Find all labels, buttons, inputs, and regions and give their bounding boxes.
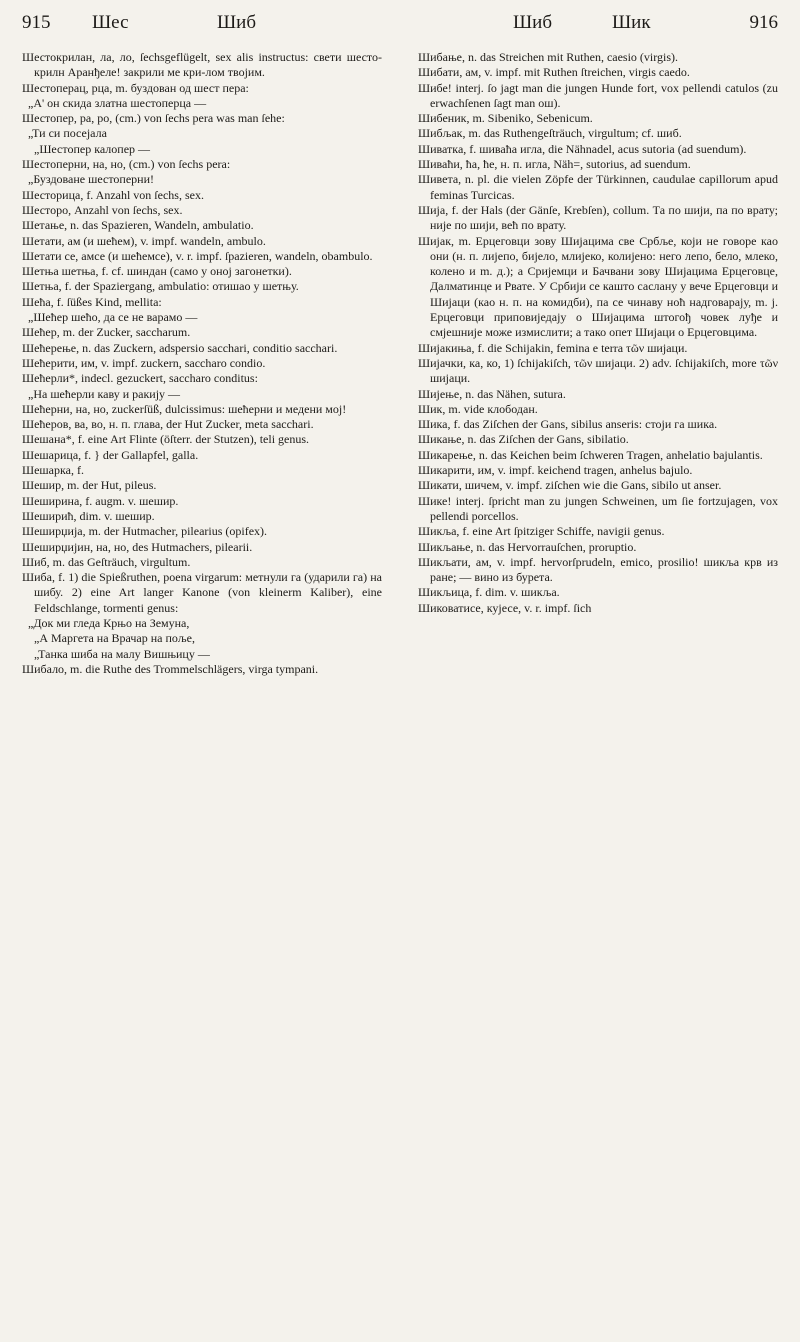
dictionary-entry: Шиб, m. das Geſträuch, virgultum. [22, 554, 191, 569]
dictionary-entry: „Буздоване шестоперни! [28, 172, 154, 187]
dictionary-entry: Шибање, n. das Streichen mit Ruthen, caesio (virgis). [418, 50, 679, 64]
right-column [418, 50, 778, 616]
right-guide-word-last: Шик [612, 12, 651, 33]
dictionary-entry: Шешир, m. der Hut, pileus. [22, 478, 157, 493]
dictionary-entry: „На шећерли каву и ракију — [28, 386, 181, 401]
dictionary-entry: Шиба, f. 1) die Spießruthen, poena virgarum: метнули га (ударили га) на шибу. 2) eine Art langer Kanone (von kleinerm Kaliber), eine Feldschlange, tormenti genus: [22, 570, 382, 615]
dictionary-entry: Шеширџија, m. der Hutmacher, pilearius (opifex). [22, 524, 268, 539]
dictionary-entry: Шикати, шичем, v. impf. ziſchen wie die Gans, sibilo ut anser. [418, 478, 722, 493]
dictionary-entry: Шијачки, ка, ко, 1) ſchijakiſch, τῶν шијаци. 2) adv. ſchijakiſch, more τῶν шијаци. [418, 355, 778, 386]
dictionary-entry: Шешарка, f. [22, 463, 84, 478]
dictionary-entry: Шетати се, амсе (и шећемсе), v. r. impf. ſpazieren, wandeln, obambulo. [22, 248, 373, 263]
dictionary-entry: Шикање, n. das Ziſchen der Gans, sibilatio. [418, 432, 629, 447]
dictionary-entry: Шик, m. vide клободан. [418, 401, 538, 416]
dictionary-entry: Шијак, m. Ерцеговци зову Шијацима све Србље, који не говоре као они (н. п. лијепо, бијело, млијеко, колијено: него лепо, бело, млеко, колено и m. д.); а Сријемци и Бачвани зову Шијацима Ерцеговце, Далматинце и Рвате. У Србији се каштo саслану у вече Ерцеговци и Шијаци (као н. п. на комидби), па се чинаву ноћ надговарају, m. ј. Ерцеговци приповиједају о Шијацима штогођ човек луђе и смјешније може измислити; а тако опет Шијаци о Ерцеговцима. [418, 233, 778, 340]
dictionary-entry: Шибати, ам, v. impf. mit Ruthen ſtreichen, virgis caedo. [418, 65, 690, 80]
dictionary-entry: Шикљица, f. dim. v. шикља. [418, 585, 560, 600]
dictionary-entry: Шикарење, n. das Keichen beim ſchweren Tragen, anhelatio bajulantis. [418, 447, 763, 462]
dictionary-entry: Шеширић, dim. v. шешир. [22, 508, 155, 523]
right-guide-word-first: Шиб [513, 12, 553, 33]
dictionary-entry: Шешарица, f. } der Gallapfel, galla. [22, 447, 199, 462]
dictionary-entry: Шивета, n. pl. die vielen Zöpfe der Türkinnen, caudulae capillorum apud feminas Turcicas. [418, 172, 778, 202]
dictionary-entry: Шијење, n. das Nähen, sutura. [418, 386, 566, 401]
left-guide-word-last: Шиб [217, 12, 257, 33]
dictionary-entry: Шиватка, f. шиваћа игла, die Nähnadel, acus sutoria (ad suendum). [418, 141, 747, 156]
dictionary-entry: Шика, f. das Ziſchen der Gans, sibilus anseris: стоји га шика. [418, 417, 718, 432]
dictionary-entry: Шећа, f. ſüßes Kind, mellita: [22, 294, 162, 309]
dictionary-entry: Шећерни, на, но, zuckerſüß, dulcissimus: шећерни и медени мој! [22, 401, 347, 416]
dictionary-entry: Шиковатисе, кујесе, v. r. impf. ſich [418, 600, 592, 615]
page-number-left: 915 [22, 12, 51, 33]
dictionary-entry: Шибе! interj. ſo jagt man die jungen Hunde fort, vox pellendi catulos (zu erwachſenen ſagt man ош). [418, 80, 778, 110]
dictionary-entry: Шећеров, ва, во, н. п. глава, der Hut Zucker, meta sacchari. [22, 417, 314, 432]
dictionary-entry: Шибеник, m. Sibeniko, Sebenicum. [418, 111, 593, 126]
dictionary-entry: Шешана*, f. eine Art Flinte (öſterr. der Stutzen), teli genus. [22, 432, 310, 447]
dictionary-entry: Шикља, f. eine Art ſpitziger Schiffe, navigii genus. [418, 524, 665, 539]
left-column [22, 50, 382, 677]
dictionary-entry: „А' он скида златна шестоперца — [28, 95, 207, 110]
dictionary-entry: „Ти си посејала [28, 126, 107, 141]
dictionary-entry: „Шестопер калопер — [34, 141, 151, 156]
dictionary-entry: Шестоперни, на, но, (cm.) von ſechs pera: [22, 157, 231, 172]
page-number-right: 916 [749, 12, 778, 33]
dictionary-entry: Шиваћи, ћа, ће, н. п. игла, Näh=, sutorius, ad suendum. [418, 157, 691, 172]
dictionary-entry: Шећер, m. der Zucker, saccharum. [22, 325, 191, 340]
dictionary-entry: Шеширџијин, на, но, des Hutmachers, pilearii. [22, 539, 253, 554]
dictionary-entry: Шеширина, f. augm. v. шешир. [22, 493, 179, 508]
running-head [22, 10, 778, 36]
dictionary-entry: Шетати, ам (и шећем), v. impf. wandeln, ambulo. [22, 233, 266, 248]
dictionary-entry: Шике! interj. ſpricht man zu jungen Schweinen, um ſie fortzujagen, vox pellendi porcellos. [418, 493, 778, 523]
dictionary-entry: Шибљак, m. das Ruthengeſträuch, virgultum; cf. шиб. [418, 126, 682, 141]
dictionary-entry: Шећерити, им, v. impf. zuckern, saccharo condio. [22, 355, 266, 370]
dictionary-entry: „Шећер шећо, да се не варамо — [28, 310, 198, 325]
dictionary-entry: Шија, f. der Hals (der Gänſe, Krebſen), collum. Та по шији, па по врату; није по шији, већ по врату. [418, 202, 778, 233]
left-guide-word-first: Шес [92, 12, 129, 33]
dictionary-entry: „Танка шиба на малу Вишњицу — [34, 646, 210, 661]
dictionary-entry: Шесторица, f. Anzahl von ſechs, sex. [22, 187, 204, 202]
dictionary-entry: Шетање, n. das Spazieren, Wandeln, ambulatio. [22, 218, 254, 233]
dictionary-entry: Шијакиња, f. die Schijakin, femina e terra τῶν шијаци. [418, 340, 688, 355]
dictionary-entry: Шибало, m. die Ruthe des Trommelschlägers, virga tympani. [22, 661, 319, 676]
dictionary-entry: Шикљање, n. das Hervorrauſchen, proruptio. [418, 539, 637, 554]
dictionary-entry: Шетња шетња, f. cf. шиндан (само у оној загонетки). [22, 264, 292, 279]
dictionary-entry: Шестопер, ра, ро, (cm.) von ſechs pera was man ſehe: [22, 111, 285, 126]
dictionary-entry: „Док ми гледа Крњо на Земуна, [28, 615, 190, 630]
dictionary-entry: Шикљати, ам, v. impf. hervorſprudeln, emico, prosilio! шикља крв из ране; — вино из бурета. [418, 554, 778, 585]
dictionary-entry: Шећерли*, indecl. gezuckert, saccharo conditus: [22, 371, 258, 386]
dictionary-entry: Шестоперац, рца, m. буздован од шест пера: [22, 80, 249, 95]
dictionary-entry: Шећерење, n. das Zuckern, adspersio sacchari, conditio sacchari. [22, 340, 338, 355]
dictionary-entry: Шикарити, им, v. impf. keichend tragen, anhelus bajulo. [418, 463, 693, 478]
dictionary-entry: Шесторо, Anzahl von ſechs, sex. [22, 202, 183, 217]
dictionary-entry: Шетња, f. der Spaziergang, ambulatio: отишао у шетњу. [22, 279, 299, 294]
dictionary-entry: „А Маргета на Врачар на поље, [34, 631, 195, 646]
dictionary-entry: Шестокрилан, ла, ло, ſechsgeflügelt, sex alis instructus: свети шесто-крилн Аранђеле! закрили ме кри-лом твојим. [22, 50, 382, 80]
